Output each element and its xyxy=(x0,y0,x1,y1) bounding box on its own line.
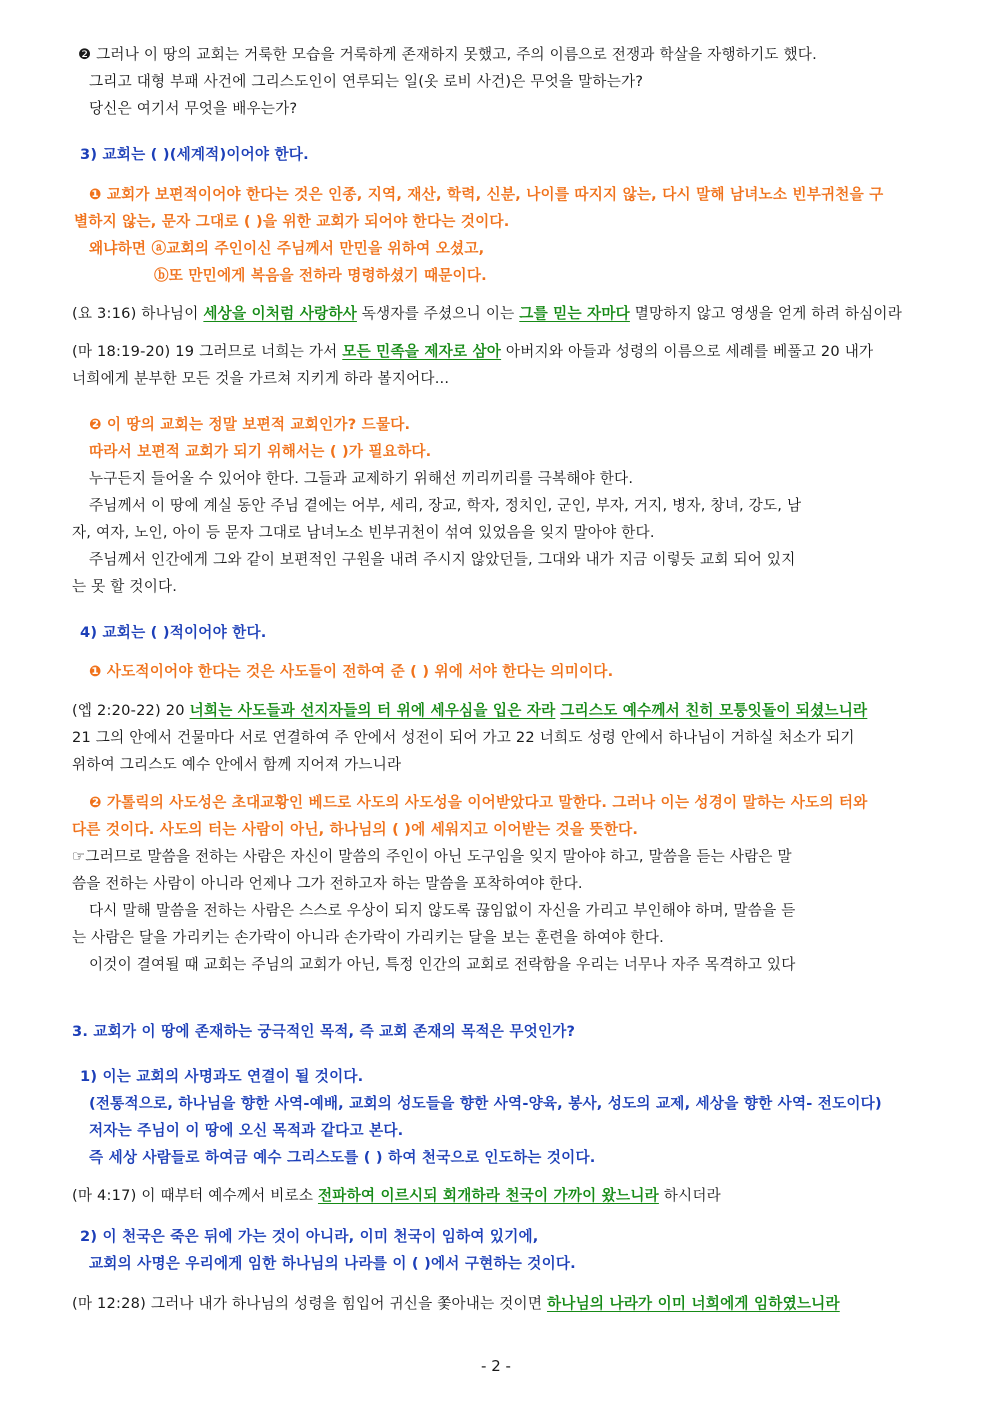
scripture-verse: 21 그의 안에서 건물마다 서로 연결하여 주 안에서 성전이 되어 가고 22 너희도 성령 안에서 하나님이 거하실 처소가 되기 xyxy=(72,729,855,746)
body-text: 주님께서 인간에게 그와 같이 보편적인 구원을 내려 주시지 않았던들, 그대와 내가 지금 이렇듯 교회 되어 있지 xyxy=(89,551,796,568)
highlight-text: ❶ 사도적이어야 한다는 것은 사도들이 전하여 준 ( ) 위에 서야 한다는 의미이다. xyxy=(89,663,614,680)
section-heading: 2) 이 천국은 죽은 뒤에 가는 것이 아니라, 이미 천국이 임하여 있기에, xyxy=(80,1228,539,1245)
scripture-verse: 위하여 그리스도 예수 안에서 함께 지어져 가느니라 xyxy=(72,756,402,773)
body-text: 그리고 대형 부패 사건에 그리스도인이 연루되는 일(옷 로비 사건)은 무엇을 말하는가? xyxy=(89,73,644,90)
highlight-text: ❷ 이 땅의 교회는 정말 보편적 교회인가? 드물다. xyxy=(89,416,411,433)
section-text: 저자는 주님이 이 땅에 오신 목적과 같다고 본다. xyxy=(89,1122,404,1139)
highlight-text: 따라서 보편적 교회가 되기 위해서는 ( )가 필요하다. xyxy=(89,443,432,460)
scripture-verse: (마 12:28) 그러나 내가 하나님의 성령을 힘입어 귀신을 쫓아내는 것이면 하나님의 나라가 이미 너희에게 임하였느니라 xyxy=(72,1295,840,1312)
highlight-text: 다른 것이다. 사도의 터는 사람이 아닌, 하나님의 ( )에 세워지고 이어받는 것을 뜻한다. xyxy=(72,821,639,838)
scripture-verse: (요 3:16) 하나님이 세상을 이처럼 사랑하사 독생자를 주셨으니 이는 그를 믿는 자마다 멸망하지 않고 영생을 얻게 하려 하심이라 xyxy=(72,305,903,322)
body-text: 자, 여자, 노인, 아이 등 문자 그대로 남녀노소 빈부귀천이 섞여 있었음을 잊지 말아야 한다. xyxy=(72,524,655,541)
scripture-verse: (마 4:17) 이 때부터 예수께서 비로소 전파하여 이르시되 회개하라 천국이 가까이 왔느니라 하시더라 xyxy=(72,1187,721,1204)
section-heading: 3) 교회는 ( )(세계적)이어야 한다. xyxy=(80,146,309,163)
section-text: 교회의 사명은 우리에게 임한 하나님의 나라를 이 ( )에서 구현하는 것이다. xyxy=(89,1255,576,1272)
body-text: 는 못 할 것이다. xyxy=(72,578,178,595)
body-text: 당신은 여기서 무엇을 배우는가? xyxy=(89,100,298,117)
highlight-text: 왜냐하면 ⓐ교회의 주인이신 주님께서 만민을 위하여 오셨고, xyxy=(89,240,485,257)
body-text: 누구든지 들어올 수 있어야 한다. 그들과 교제하기 위해선 끼리끼리를 극복해야 한다. xyxy=(89,470,634,487)
highlight-text: ❷ 가톨릭의 사도성은 초대교황인 베드로 사도의 사도성을 이어받았다고 말한다. 그러나 이는 성경이 말하는 사도의 터와 xyxy=(89,794,868,811)
highlight-text: 별하지 않는, 문자 그대로 ( )을 위한 교회가 되어야 한다는 것이다. xyxy=(74,213,510,230)
body-text: 다시 말해 말씀을 전하는 사람은 스스로 우상이 되지 않도록 끊임없이 자신을 가리고 부인해야 하며, 말씀을 듣 xyxy=(89,902,796,919)
body-text: 씀을 전하는 사람이 아니라 언제나 그가 전하고자 하는 말씀을 포착하여야 한다. xyxy=(72,875,583,892)
section-heading: 4) 교회는 ( )적이어야 한다. xyxy=(80,624,267,641)
section-text: (전통적으로, 하나님을 향한 사역-예배, 교회의 성도들을 향한 사역-양육, 봉사, 성도의 교제, 세상을 향한 사역- 전도이다) xyxy=(89,1095,882,1112)
scripture-verse: (마 18:19-20) 19 그러므로 너희는 가서 모든 민족을 제자로 삼아 아버지와 아들과 성령의 이름으로 세례를 베풀고 20 내가 xyxy=(72,343,874,360)
body-text: 이것이 결여될 때 교회는 주님의 교회가 아닌, 특정 인간의 교회로 전락함을 우리는 너무나 자주 목격하고 있다 xyxy=(89,956,796,973)
page-number: - 2 - xyxy=(481,1357,511,1375)
scripture-verse: 너희에게 분부한 모든 것을 가르쳐 지키게 하라 볼지어다... xyxy=(72,370,450,387)
highlight-text: ❶ 교회가 보편적이어야 한다는 것은 인종, 지역, 재산, 학력, 신분, 나이를 따지지 않는, 다시 말해 남녀노소 빈부귀천을 구 xyxy=(89,186,884,203)
body-text: ❷ 그러나 이 땅의 교회는 거룩한 모습을 거룩하게 존재하지 못했고, 주의 이름으로 전쟁과 학살을 자행하기도 했다. xyxy=(78,46,817,63)
section-text: 즉 세상 사람들로 하여금 예수 그리스도를 ( ) 하여 천국으로 인도하는 것이다. xyxy=(89,1149,596,1166)
body-text: ☞그러므로 말씀을 전하는 사람은 자신이 말씀의 주인이 아닌 도구임을 잊지 말아야 하고, 말씀을 듣는 사람은 말 xyxy=(72,848,792,865)
section-heading: 1) 이는 교회의 사명과도 연결이 될 것이다. xyxy=(80,1068,364,1085)
question-heading: 3. 교회가 이 땅에 존재하는 궁극적인 목적, 즉 교회 존재의 목적은 무엇인가? xyxy=(72,1023,576,1040)
highlight-text: ⓑ또 만민에게 복음을 전하라 명령하셨기 때문이다. xyxy=(154,267,487,284)
scripture-verse: (엡 2:20-22) 20 너희는 사도들과 선지자들의 터 위에 세우심을 입은 자라 그리스도 예수께서 친히 모퉁잇돌이 되셨느니라 xyxy=(72,702,868,719)
body-text: 주님께서 이 땅에 계실 동안 주님 곁에는 어부, 세리, 장교, 학자, 정치인, 군인, 부자, 거지, 병자, 창녀, 강도, 남 xyxy=(89,497,802,514)
body-text: 는 사람은 달을 가리키는 손가락이 아니라 손가락이 가리키는 달을 보는 훈련을 하여야 한다. xyxy=(72,929,664,946)
